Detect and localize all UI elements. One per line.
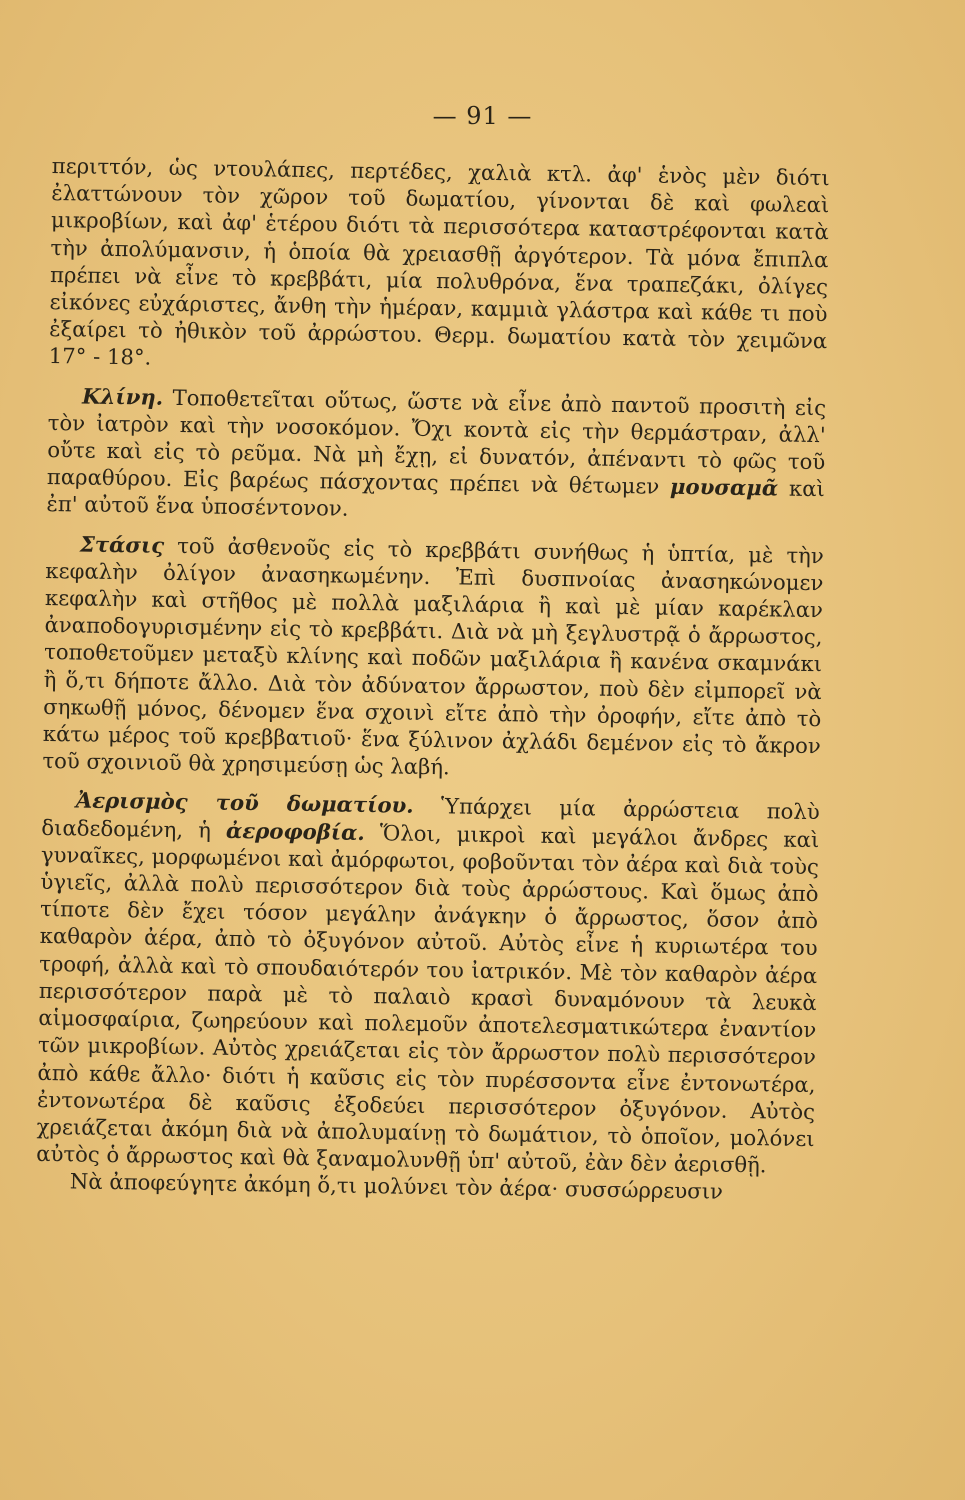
paragraph-ventilation bbox=[36, 786, 820, 1179]
paragraph-text: Νὰ ἀποφεύγητε ἀκόμη ὅ,τι μολύνει τὸν ἀέρα· συσσώρρευσιν bbox=[69, 1168, 724, 1204]
paragraph-text: Τοποθετεῖται οὕτως, ὥστε νὰ εἶνε ἀπὸ παντοῦ προσιτὴ εἰς τὸν ἰατρὸν καὶ τὴν νοσοκόμον. Ὄχι κοντὰ εἰς τὴν θερμάστραν, ἀλλ' οὔτε καὶ εἰς τὸ ρεῦμα. Νὰ μὴ ἔχῃ, εἰ δυνατόν, ἀπέναντι τὸ φῶς τοῦ παραθύρου. Εἰς βαρέως πάσχοντας πρέπει νὰ θέτωμεν bbox=[46, 384, 827, 499]
section-heading-bed: Κλίνη. bbox=[81, 383, 164, 410]
page-number: — 91 — bbox=[432, 102, 533, 130]
section-heading-ventilation: Ἀερισμὸς τοῦ δωματίου. bbox=[75, 787, 414, 819]
paragraph-text-tail: Ὅλοι, μικροὶ καὶ μεγάλοι ἄνδρες καὶ γυναῖκες, μορφωμένοι καὶ ἀμόρφωτοι, φοβοῦνται τὸν ἀέρα καὶ διὰ τοὺς ὑγιεῖς, ἀλλὰ πολὺ περισσότερον διὰ τοὺς ἀρρώστους. Καὶ ὅμως ἀπὸ τίποτε δὲν ἔχει τόσον μεγάλην ἀνάγκην ὁ ἄρρωστος, ὅσον ἀπὸ καθαρὸν ἀέρα, ἀπὸ τὸ ὀξυγόνον αὐτοῦ. Αὐτὸς εἶνε ἡ κυριωτέρα του τροφή, ἀλλὰ καὶ τὸ σπουδαιότερόν του ἰατρικόν. Μὲ τὸν καθαρὸν ἀέρα περισσότερον παρὰ μὲ τὸ παλαιὸ κρασὶ δυναμόνουν τὰ λευκὰ αἱμοσφαίρια, ζωηρεύουν καὶ πολεμοῦν ἀποτελεσματικώτερα ἐναντίον τῶν μικροβίων. Αὐτὸς χρειάζεται εἰς τὸν ἄρρωστον πολὺ περισσότερον ἀπὸ κάθε ἄλλο· διότι ἡ καῦσις εἰς τὸν πυρέσσοντα εἶνε ἐντονωτέρα, ἐντονωτέρα δὲ καῦσις ἐξοδεύει περισσότερον ὀξυγόνον. Αὐτὸς χρειάζεται ἀκόμη διὰ νὰ ἀπολυμαίνῃ τὸ δωμάτιον, τὸ ὁποῖον, μολόνει αὐτὸς ὁ ἄρρωστος καὶ θὰ ξαναμολυνθῇ ὑπ' αὐτοῦ, ἐὰν δὲν ἀερισθῇ. bbox=[36, 819, 820, 1178]
paragraph-text: Ὑπάρχει μία ἀρρώστεια πολὺ διαδεδομένη, ἡ bbox=[41, 793, 820, 843]
emphasis-term: ἀεροφοβία. bbox=[225, 817, 365, 845]
paragraph-text-tail: καὶ ἐπ' αὐτοῦ ἕνα ὑποσέντονον. bbox=[46, 475, 825, 522]
paragraph-posture bbox=[42, 530, 824, 787]
paragraph-text: περιττόν, ὡς ντουλάπες, περτέδες, χαλιὰ κτλ. ἀφ' ἑνὸς μὲν διότι ἐλαττώνουν τὸν χῶρον τοῦ δωματίου, γίνονται δὲ καὶ φωλεαὶ μικροβίων, καὶ ἀφ' ἑτέρου διότι τὰ περισσότερα καταστρέφονται κατὰ τὴν ἀπολύμανσιν, ἡ ὁποία θὰ χρειασθῇ ἀργότερον. Τὰ μόνα ἔπιπλα πρέπει νὰ εἶνε τὸ κρεββάτι, μία πολυθρόνα, ἕνα τραπεζάκι, ὀλίγες εἰκόνες εὐχάριστες, ἄνθη τὴν ἡμέραν, καμμιὰ γλάστρα καὶ κάθε τι ποὺ ἐξαίρει τὸ ἠθικὸν τοῦ ἀρρώστου. Θερμ. δωματίου κατὰ τὸν χειμῶνα 17° - 18°. bbox=[48, 152, 830, 371]
section-heading-posture: Στάσις bbox=[79, 531, 165, 558]
paragraph-room-furniture bbox=[49, 152, 830, 382]
paragraph-text: τοῦ ἀσθενοῦς εἰς τὸ κρεββάτι συνήθως ἡ ὑπτία, μὲ τὴν κεφαλὴν ὀλίγον ἀνασηκωμένην. Ἐπὶ δυσπνοίας ἀνασηκώνομεν κεφαλὴν καὶ στῆθος μὲ πολλὰ μαξιλάρια ἢ καὶ μὲ μίαν καρέκλαν ἀναποδογυρισμένην εἰς τὸ κρεββάτι. Διὰ νὰ μὴ ξεγλυστρᾷ ὁ ἄρρωστος, τοποθετοῦμεν μεταξὺ κλίνης καὶ ποδῶν μαξιλάρια ἢ κανένα σκαμνάκι ἢ ὅ,τι δήποτε ἄλλο. Διὰ τὸν ἀδύνατον ἄρρωστον, ποὺ δὲν εἰμπορεῖ νὰ σηκωθῇ μόνος, δένομεν ἕνα σχοινὶ εἴτε ἀπὸ τὴν ὀροφήν, εἴτε ἀπὸ τὸ κάτω μέρος τοῦ κρεββατιοῦ· ἕνα ξύλινον ἀχλάδι δεμένον εἰς τὸ ἄκρον τοῦ σχοινιοῦ θὰ χρησιμεύσῃ ὡς λαβή. bbox=[42, 532, 824, 780]
emphasis-term: μουσαμᾶ bbox=[669, 473, 779, 501]
body-text bbox=[36, 152, 830, 1207]
paragraph-bed bbox=[46, 382, 826, 530]
